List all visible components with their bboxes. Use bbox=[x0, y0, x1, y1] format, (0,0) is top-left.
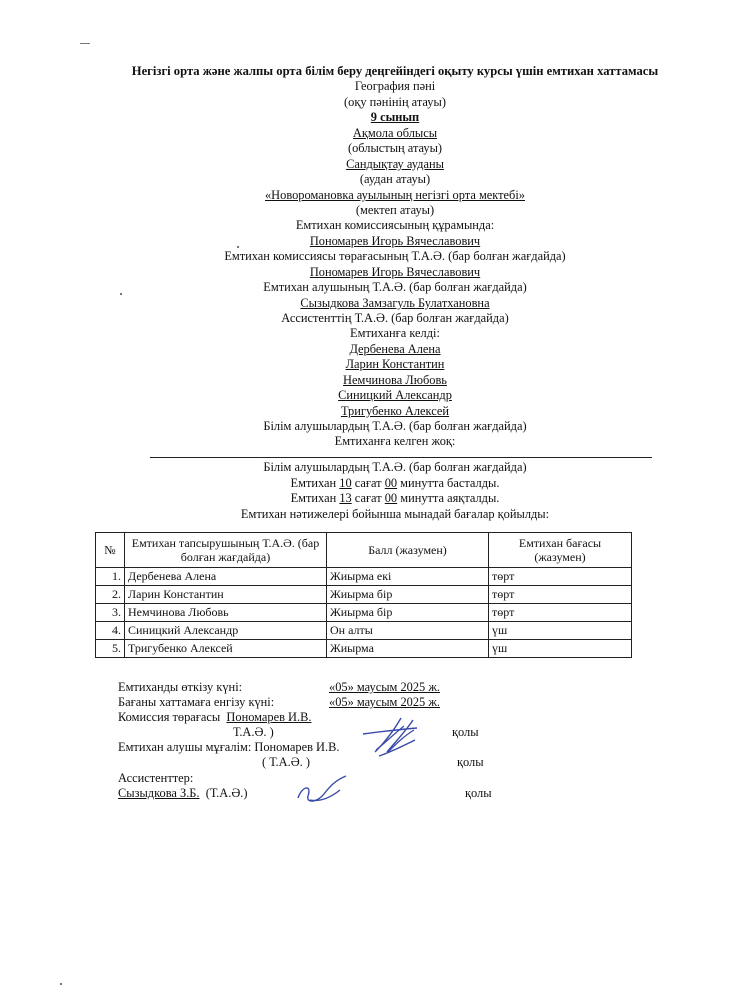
chair-fio-caption: Т.А.Ә. ) bbox=[233, 725, 274, 739]
present-student: Синицкий Александр bbox=[338, 388, 452, 402]
column-header: Емтихан тапсырушының Т.А.Ә. (бар болған жағдайда) bbox=[125, 533, 327, 568]
assistant-sign-caption: қолы bbox=[465, 786, 492, 800]
region-caption: (облыстың атауы) bbox=[347, 141, 443, 155]
examiner-name: Пономарев Игорь Вячеславович bbox=[309, 265, 481, 279]
commission-chair-name: Пономарев Игорь Вячеславович bbox=[309, 234, 481, 248]
chair-sign-caption: қолы bbox=[452, 725, 479, 739]
record-date-label: Бағаны хаттамаға енгізу күні: bbox=[118, 695, 275, 709]
absent-label: Емтиханға келген жоқ: bbox=[334, 434, 456, 448]
results-table bbox=[95, 532, 632, 658]
present-student: Дербенева Алена bbox=[349, 342, 441, 356]
row-number: 5. bbox=[96, 640, 125, 658]
record-date-value: «05» маусым 2025 ж. bbox=[329, 695, 441, 709]
subject-line: География пәні bbox=[354, 79, 436, 93]
present-caption: Білім алушылардың Т.А.Ә. (бар болған жағдайда) bbox=[263, 419, 527, 433]
row-number: 1. bbox=[96, 568, 125, 586]
grade-words: төрт bbox=[489, 568, 632, 586]
row-number: 3. bbox=[96, 604, 125, 622]
present-student: Ларин Константин bbox=[345, 357, 445, 371]
absent-caption: Білім алушылардың Т.А.Ә. (бар болған жағдайда) bbox=[263, 460, 527, 474]
school-caption: (мектеп атауы) bbox=[355, 203, 435, 217]
grade-words: үш bbox=[489, 640, 632, 658]
student-name: Дербенева Алена bbox=[125, 568, 327, 586]
assistant-line bbox=[118, 786, 248, 801]
grade-label: 9 сынып bbox=[370, 110, 420, 124]
student-name: Синицкий Александр bbox=[125, 622, 327, 640]
table-header-row bbox=[96, 533, 632, 568]
present-label: Емтиханға келді: bbox=[350, 326, 440, 340]
chair-short-name: Пономарев И.В. bbox=[226, 710, 312, 724]
district-caption: (аудан атауы) bbox=[359, 172, 431, 186]
exam-date-value: «05» маусым 2025 ж. bbox=[329, 680, 441, 694]
assistant-caption: Ассистенттің Т.А.Ә. (бар болған жағдайда) bbox=[281, 311, 509, 325]
present-student: Тригубенко Алексей bbox=[340, 404, 450, 418]
student-name: Немчинова Любовь bbox=[125, 604, 327, 622]
subject-caption: (оқу пәнінің атауы) bbox=[344, 95, 446, 109]
absent-blank-line bbox=[150, 457, 652, 458]
examiner-line: Емтихан алушы мұғалім: Пономарев И.В. bbox=[118, 740, 340, 754]
start-hour: 10 bbox=[339, 476, 352, 490]
row-number: 2. bbox=[96, 586, 125, 604]
score-words: Он алты bbox=[327, 622, 489, 640]
score-words: Жиырма bbox=[327, 640, 489, 658]
score-words: Жиырма екі bbox=[327, 568, 489, 586]
table-row bbox=[96, 640, 632, 658]
chair-line bbox=[118, 710, 311, 725]
score-words: Жиырма бір bbox=[327, 586, 489, 604]
assistant-short-name: Сызыдкова З.Б. bbox=[118, 786, 200, 800]
region-name: Ақмола облысы bbox=[352, 126, 438, 140]
end-minute: 00 bbox=[384, 491, 398, 505]
score-words: Жиырма бір bbox=[327, 604, 489, 622]
district-name: Сандықтау ауданы bbox=[346, 157, 444, 171]
exam-date-label: Емтиханды өткізу күні: bbox=[118, 680, 243, 694]
commission-chair-caption: Емтихан комиссиясы төрағасының Т.А.Ә. (бар болған жағдайда) bbox=[224, 249, 566, 263]
assistants-label: Ассистенттер: bbox=[118, 771, 194, 785]
exam-start-line: Емтихан 10 сағат 00 минутта басталды. bbox=[290, 476, 500, 490]
end-hour: 13 bbox=[339, 491, 352, 505]
examiner-sign-caption: қолы bbox=[457, 755, 484, 769]
student-name: Тригубенко Алексей bbox=[125, 640, 327, 658]
examiner-fio-caption: ( Т.А.Ә. ) bbox=[262, 755, 310, 769]
column-header: Емтихан бағасы (жазумен) bbox=[489, 533, 632, 568]
start-minute: 00 bbox=[384, 476, 398, 490]
column-header: Балл (жазумен) bbox=[327, 533, 489, 568]
commission-intro: Емтихан комиссиясының құрамында: bbox=[295, 218, 495, 232]
table-row bbox=[96, 622, 632, 640]
results-intro: Емтихан нәтижелері бойынша мынадай бағалар қойылды: bbox=[240, 507, 550, 521]
chair-label: Комиссия төрағасы bbox=[118, 710, 221, 724]
table-row bbox=[96, 568, 632, 586]
row-number: 4. bbox=[96, 622, 125, 640]
student-name: Ларин Константин bbox=[125, 586, 327, 604]
document-title: Негізгі орта және жалпы орта білім беру деңгейіндегі оқыту курсы үшін емтихан хаттамасы bbox=[131, 64, 659, 78]
table-row bbox=[96, 586, 632, 604]
examiner-caption: Емтихан алушының Т.А.Ә. (бар болған жағдайда) bbox=[263, 280, 527, 294]
assistant-signature bbox=[290, 772, 356, 808]
scan-speck bbox=[80, 43, 90, 44]
grade-words: үш bbox=[489, 622, 632, 640]
scan-speck bbox=[60, 983, 62, 985]
exam-end-line: Емтихан 13 сағат 00 минутта аяқталды. bbox=[290, 491, 500, 505]
grade-words: төрт bbox=[489, 604, 632, 622]
examiner-signature bbox=[370, 722, 420, 754]
present-student: Немчинова Любовь bbox=[343, 373, 447, 387]
column-header: № bbox=[96, 533, 125, 568]
assistant-fio-caption: (Т.А.Ә.) bbox=[205, 786, 248, 800]
school-name: «Новоромановка ауылының негізгі орта мектебі» bbox=[264, 188, 525, 202]
grade-words: төрт bbox=[489, 586, 632, 604]
table-row bbox=[96, 604, 632, 622]
assistant-name: Сызыдкова Замзагуль Булатхановна bbox=[300, 296, 490, 310]
